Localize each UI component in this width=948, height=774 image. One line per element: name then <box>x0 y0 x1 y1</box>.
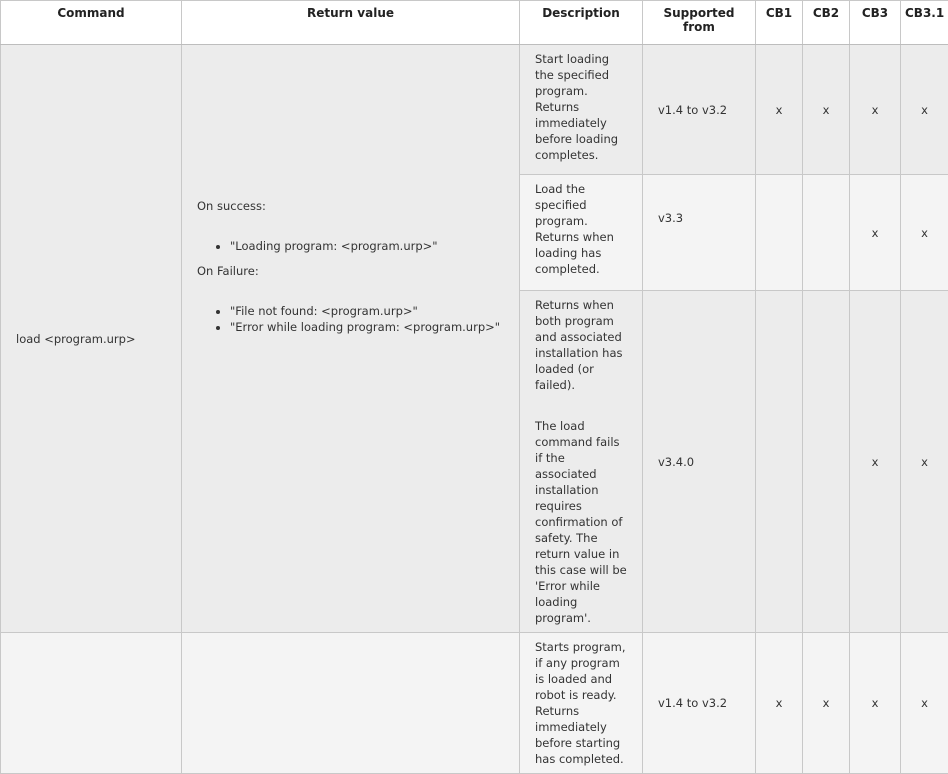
version-cell: v3.3 <box>643 175 756 291</box>
header-command: Command <box>1 1 182 45</box>
version-cell: v1.4 to v3.2 <box>643 633 756 774</box>
cb1-cell: x <box>756 45 803 175</box>
cb2-cell <box>803 291 850 633</box>
header-cb1: CB1 <box>756 1 803 45</box>
description-cell: Starts program, if any program is loaded and robot is ready. Returns immediately before starting has completed. <box>520 633 643 774</box>
version-cell: v1.4 to v3.2 <box>643 45 756 175</box>
cb3-cell: x <box>850 45 901 175</box>
description-cell <box>520 291 643 633</box>
command-cell <box>1 633 182 774</box>
table-row <box>1 45 948 175</box>
cb31-cell: x <box>901 45 948 175</box>
cb1-cell <box>756 175 803 291</box>
cb2-cell: x <box>803 45 850 175</box>
description-text: Returns when both program and associated installation has loaded (or failed). <box>535 297 628 393</box>
cb31-cell: x <box>901 291 948 633</box>
cb2-cell <box>803 175 850 291</box>
header-row <box>1 1 948 45</box>
on-success-label: On success: <box>197 199 518 213</box>
cb31-cell: x <box>901 633 948 774</box>
header-cb2: CB2 <box>803 1 850 45</box>
return-value-cell <box>182 45 520 633</box>
cb1-cell: x <box>756 633 803 774</box>
on-failure-label: On Failure: <box>197 264 518 278</box>
success-list <box>197 238 518 254</box>
return-value-cell <box>182 633 520 774</box>
version-cell: v3.4.0 <box>643 291 756 633</box>
failure-list <box>197 303 518 335</box>
cb31-cell: x <box>901 175 948 291</box>
list-item: • "File not found: <program.urp>" <box>230 303 518 319</box>
cb3-cell: x <box>850 175 901 291</box>
description-text: The load command fails if the associated installation requires confirmation of safety. The return value in this case will be 'Error while loading program'. <box>535 418 628 626</box>
header-return-value: Return value <box>182 1 520 45</box>
list-item: • "Loading program: <program.urp>" <box>230 238 518 254</box>
description-cell: Load the specified program. Returns when loading has completed. <box>520 175 643 291</box>
command-cell: load <program.urp> <box>1 45 182 633</box>
list-item: • "Error while loading program: <program.urp>" <box>230 319 518 335</box>
header-cb31: CB3.1 <box>901 1 948 45</box>
header-description: Description <box>520 1 643 45</box>
header-supported-from: Supported from <box>643 1 756 45</box>
cb2-cell: x <box>803 633 850 774</box>
cb1-cell <box>756 291 803 633</box>
header-cb3: CB3 <box>850 1 901 45</box>
description-cell: Start loading the specified program. Returns immediately before loading completes. <box>520 45 643 175</box>
cb3-cell: x <box>850 291 901 633</box>
cb3-cell: x <box>850 633 901 774</box>
table-row <box>1 633 948 774</box>
